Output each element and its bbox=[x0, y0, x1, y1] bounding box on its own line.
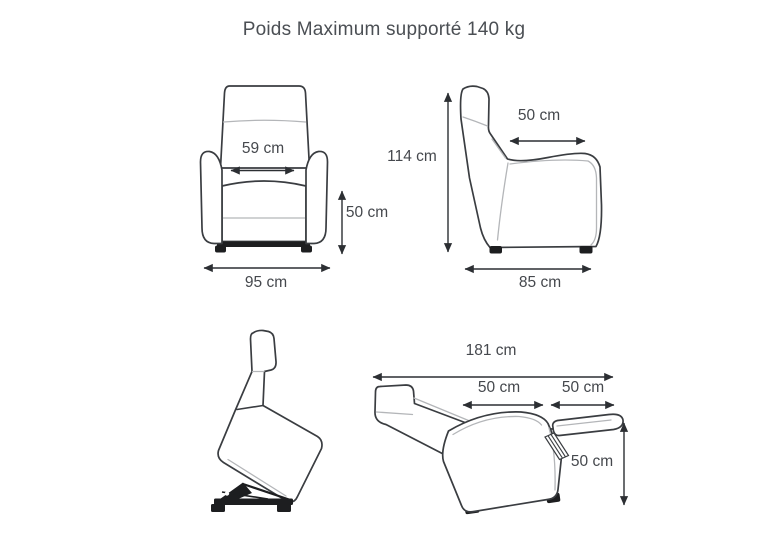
front-seat-width-label: 59 cm bbox=[241, 140, 285, 157]
front-base-bar bbox=[217, 242, 310, 248]
side-front-foot bbox=[580, 246, 593, 254]
side-total-height-label: 114 cm bbox=[387, 148, 437, 165]
max-weight-title: Poids Maximum supporté 140 kg bbox=[242, 19, 526, 40]
side-total-depth-label: 85 cm bbox=[518, 274, 562, 291]
reclined-footrest-segment-label: 50 cm bbox=[561, 379, 605, 396]
reclined-view-drawing bbox=[373, 377, 624, 514]
lift-mechanism-left-foot bbox=[211, 504, 225, 512]
side-seat-depth-label: 50 cm bbox=[517, 107, 561, 124]
front-total-width-label: 95 cm bbox=[244, 274, 288, 291]
side-back-foot bbox=[490, 246, 503, 254]
front-view-drawing bbox=[201, 86, 343, 268]
lift-view-drawing bbox=[211, 330, 322, 512]
front-right-foot bbox=[301, 246, 312, 253]
front-seat-height-label: 50 cm bbox=[345, 204, 389, 221]
front-left-foot bbox=[215, 246, 226, 253]
front-left-arm bbox=[201, 151, 223, 243]
lift-mechanism-right-foot bbox=[277, 504, 291, 512]
reclined-height-label: 50 cm bbox=[570, 453, 614, 470]
lift-chair-outline bbox=[218, 330, 322, 502]
reclined-total-length-label: 181 cm bbox=[465, 342, 517, 359]
front-seat-panel bbox=[222, 181, 306, 242]
front-right-arm bbox=[306, 151, 328, 243]
lift-pivot-pin bbox=[225, 491, 229, 495]
reclined-seat-body bbox=[443, 412, 562, 512]
reclined-back-segment-label: 50 cm bbox=[477, 379, 521, 396]
